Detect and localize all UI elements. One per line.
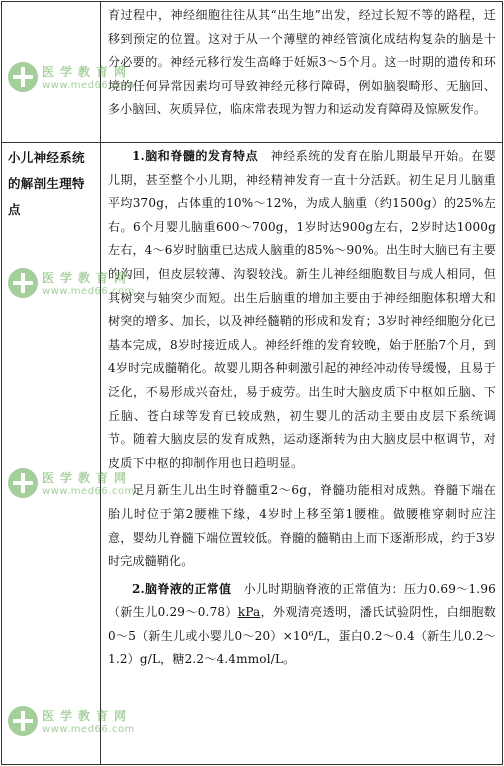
empty-label-cell: [2, 2, 101, 143]
watermark-url: www.med66.com: [42, 724, 135, 735]
csf-paragraph: [101, 576, 502, 674]
watermark-cn: 医学教育网: [42, 471, 133, 485]
section-heading-brain: 1.脑和脊髓的发育特点: [132, 149, 259, 163]
watermark-cn: 医学教育网: [42, 271, 133, 285]
watermark-url: www.med66.com: [42, 486, 135, 497]
table-row-migration: [2, 2, 503, 143]
csf-unit-kpa: kPa: [237, 605, 261, 620]
content-table: [1, 1, 503, 765]
watermark-cn: 医学教育网: [42, 65, 133, 79]
watermark-url: www.med66.com: [42, 80, 135, 91]
table-row-anatomy: [2, 143, 503, 765]
anatomy-label-cell: [2, 143, 101, 765]
csf-text-pre: 小儿时期脑脊液的正常值为：压力0.69～1.96（新生儿0.29～0.78）: [108, 581, 496, 620]
brain-body-text: 神经系统的发育在胎儿期最早开始。在婴儿期，甚至整个小儿期，神经精神发育一直十分活跃。初生足月儿脑重平均370g，占体重的10%～12%，为成人脑重（约1500g）的25%左右。6个月婴儿脑重600～700g，1岁时达900g左右，2岁时达1000g左右，4～6岁时脑重已达成人脑重的85%～90%。出生时大脑已有主要的沟回，但皮层较薄、沟裂较浅。新生儿神经细胞数目与成人相同，但其树突与轴突少而短。出生后脑重的增加主要由于神经细胞体积增大和树突的增多、加长，以及神经髓鞘的形成和发育；3岁时神经细胞分化已基本完成，8岁时接近成人。神经纤维的发育较晚，始于胚胎7个月，到4岁时完成髓鞘化。故婴儿期各种刺激引起的神经冲动传导缓慢，且易于泛化，不易形成兴奋灶，易于疲劳。出生时大脑皮质下中枢如丘脑、下丘脑、苍白球等发育已较成熟，初生婴儿的活动主要由皮层下系统调节。随着大脑皮层的发育成熟，运动逐渐转为由大脑皮层中枢调节，对皮质下中枢的抑制作用也日趋明显。: [108, 149, 496, 470]
spinal-cord-paragraph: 足月新生儿出生时脊髓重2～6g，脊髓功能相对成熟。脊髓下端在胎儿时位于第2腰椎下缘，4岁时上移至第1腰椎。做腰椎穿刺时应注意，婴幼儿脊髓下端位置较低。脊髓的髓鞘由上而下逐渐形成，约于3岁时完成髓鞘化。: [108, 483, 496, 569]
row-label: 小儿神经系统的解剖生理特点: [8, 150, 85, 217]
section-heading-csf: 2.脑脊液的正常值: [132, 581, 232, 596]
csf-text-post: ，外观清亮透明，潘氏试验阴性，白细胞数0～5（新生儿或小婴儿0～20）×10⁶/L，蛋白0.2～0.4（新生儿0.2～1.2）g/L，糖2.2～4.4mmol/L。: [108, 605, 496, 667]
watermark-cn: 医学教育网: [42, 709, 133, 723]
watermark-url: www.med66.com: [42, 286, 135, 297]
migration-text-cell: [101, 2, 503, 143]
brain-spinal-paragraph: [101, 143, 502, 477]
anatomy-text-cell: [101, 143, 503, 765]
migration-paragraph: 育过程中，神经细胞往往从其“出生地”出发，经过长短不等的路程，迁移到预定的位置。这对于从一个薄壁的神经管演化成结构复杂的脑是十分必要的。神经元移行发生高峰于妊娠3～5个月。这一时期的遗传和环境的任何异常因素均可导致神经元移行障碍，例如脑裂畸形、无脑回、多小脑回、灰质异位，临床常表现为智力和运动发育障碍及惊厥发作。: [108, 8, 496, 117]
